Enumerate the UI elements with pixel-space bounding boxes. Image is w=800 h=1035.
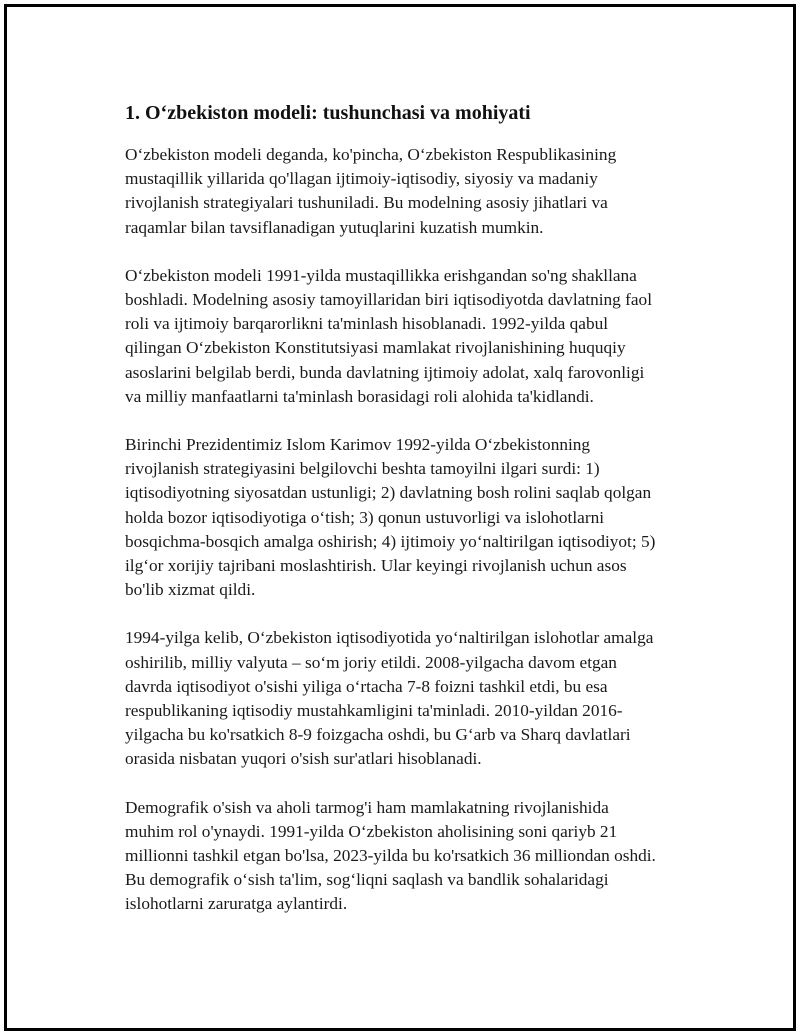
paragraph-line: oshirilib, milliy valyuta – so‘m joriy etildi. 2008-yilgacha davom etgan <box>125 652 617 672</box>
section-heading: 1. O‘zbekiston modeli: tushunchasi va mohiyati <box>125 102 531 124</box>
paragraph-line: bosqichma-bosqich amalga oshirish; 4) ijtimoiy yo‘naltirilgan iqtisodiyot; 5) <box>125 531 656 551</box>
paragraph-line: 1994-yilga kelib, O‘zbekiston iqtisodiyotida yo‘naltirilgan islohotlar amalga <box>125 628 654 648</box>
paragraph-line: iqtisodiyotning siyosatdan ustunligi; 2) davlatning bosh rolini saqlab qolgan <box>125 483 652 503</box>
paragraph-2 <box>125 264 693 409</box>
paragraph-line: O‘zbekiston modeli deganda, ko'pincha, O‘zbekiston Respublikasining <box>125 145 617 164</box>
paragraph-line: ilg‘or xorijiy tajribani moslashtirish. Ular keyingi rivojlanish uchun asos <box>125 556 627 576</box>
paragraph-3 <box>125 433 693 602</box>
paragraph-line: boshladi. Modelning asosiy tamoyillaridan biri iqtisodiyotda davlatning faol <box>125 290 653 310</box>
paragraph-line: asoslarini belgilab berdi, bunda davlatning ijtimoiy adolat, xalq farovonligi <box>125 362 645 382</box>
paragraph-line: muhim rol o'ynaydi. 1991-yilda O‘zbekiston aholisining soni qariyb 21 <box>125 821 618 841</box>
paragraph-5 <box>125 796 693 917</box>
page-frame <box>4 4 796 1031</box>
paragraph-line: Demografik o'sish va aholi tarmog'i ham mamlakatning rivojlanishida <box>125 797 609 817</box>
paragraph-line: bo'lib xizmat qildi. <box>125 580 256 600</box>
paragraph-1 <box>125 143 693 240</box>
paragraph-line: Birinchi Prezidentimiz Islom Karimov 1992-yilda O‘zbekistonning <box>125 435 591 455</box>
paragraph-line: roli va ijtimoiy barqarorlikni ta'minlash hisoblanadi. 1992-yilda qabul <box>125 314 609 334</box>
paragraph-line: rivojlanish strategiyalari tushuniladi. Bu modelning asosiy jihatlari va <box>125 193 608 213</box>
paragraph-line: Bu demografik o‘sish ta'lim, sog‘liqni saqlash va bandlik sohalaridagi <box>125 870 609 890</box>
paragraph-line: mustaqillik yillarida qo'llagan ijtimoiy-iqtisodiy, siyosiy va madaniy <box>125 169 598 189</box>
paragraph-line: millionni tashkil etgan bo'lsa, 2023-yilda bu ko'rsatkich 36 milliondan oshdi. <box>125 846 656 866</box>
paragraph-line: holda bozor iqtisodiyotiga o‘tish; 3) qonun ustuvorligi va islohotlarni <box>125 507 605 527</box>
document-body <box>125 100 693 941</box>
paragraph-4 <box>125 626 693 771</box>
paragraph-line: qilingan O‘zbekiston Konstitutsiyasi mamlakat rivojlanishining huquqiy <box>125 338 626 358</box>
paragraph-line: orasida nisbatan yuqori o'sish sur'atlari hisoblanadi. <box>125 749 482 769</box>
paragraph-line: raqamlar bilan tavsiflanadigan yutuqlarini kuzatish mumkin. <box>125 217 544 237</box>
paragraph-line: va milliy manfaatlarni ta'minlash borasidagi roli alohida ta'kidlandi. <box>125 386 594 406</box>
paragraph-line: yilgacha bu ko'rsatkich 8-9 foizgacha oshdi, bu G‘arb va Sharq davlatlari <box>125 725 631 745</box>
paragraph-line: rivojlanish strategiyasini belgilovchi beshta tamoyilni ilgari surdi: 1) <box>125 459 600 479</box>
paragraph-line: O‘zbekiston modeli 1991-yilda mustaqillikka erishgandan so'ng shakllana <box>125 265 637 285</box>
paragraph-line: respublikaning iqtisodiy mustahkamligini ta'minladi. 2010-yildan 2016- <box>125 701 623 721</box>
paragraph-line: islohotlarni zaruratga aylantirdi. <box>125 894 348 914</box>
paragraph-line: davrda iqtisodiyot o'sishi yiliga o‘rtacha 7-8 foizni tashkil etdi, bu esa <box>125 676 608 696</box>
